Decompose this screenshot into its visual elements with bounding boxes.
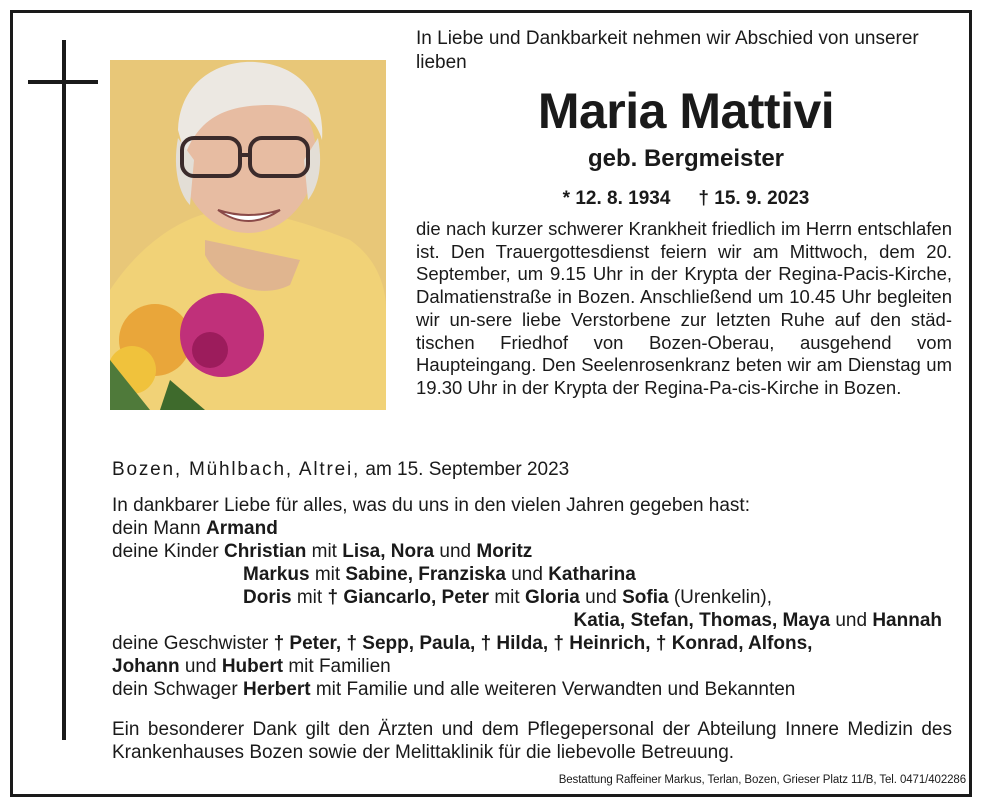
- intro-text: In Liebe und Dankbarkeit nehmen wir Abschied von unserer lieben: [416, 28, 919, 73]
- family-intro: In dankbarer Liebe für alles, was du uns in den vielen Jahren gegeben hast:: [112, 495, 750, 516]
- death-date: † 15. 9. 2023: [698, 188, 810, 209]
- portrait-photo: [110, 60, 386, 410]
- family-line-child3: Doris mit † Giancarlo, Peter mit Gloria und Sofia (Urenkelin),: [243, 587, 773, 608]
- maiden-name: geb. Bergmeister: [587, 145, 785, 172]
- thanks-text: Ein besonderer Dank gilt den Ärzten und dem Pflegepersonal der Abteilung Innere Medizin des Krankenhauses Bozen sowie der Melittaklinik für die liebevolle Betreuung.: [112, 719, 952, 763]
- family-line-husband: dein Mann Armand: [112, 518, 278, 539]
- family-line-siblings2: Johann und Hubert mit Familien: [112, 656, 391, 677]
- family-line-grandchildren: Katia, Stefan, Thomas, Maya und Hannah: [573, 610, 942, 631]
- deceased-name: Maria Mattivi: [537, 83, 835, 139]
- family-line-brother-in-law: dein Schwager Herbert mit Familie und alle weiteren Verwandten und Bekannten: [112, 679, 796, 700]
- family-list: [112, 494, 952, 701]
- life-dates: [416, 187, 956, 211]
- family-line-siblings: deine Geschwister † Peter, † Sepp, Paula, † Hilda, † Heinrich, † Konrad, Alfons,: [112, 633, 813, 654]
- place-date-line: [112, 458, 569, 482]
- cross-vertical-bar: [62, 40, 66, 740]
- undertaker-info: Bestattung Raffeiner Markus, Terlan, Bozen, Grieser Platz 11/B, Tel. 0471/402286: [558, 774, 966, 786]
- funeral-details-text: die nach kurzer schwerer Krankheit friedlich im Herrn entschlafen ist. Den Trauergottesdienst feiern wir am Mittwoch, dem 20. September, um 9.15 Uhr in der Krypta der Regina-Pacis-Kirche, Dalmatienstraße in Bozen. Anschließend um 10.45 Uhr begleiten wir un-sere liebe Verstorbene zur letzten Ruhe auf den städ-tischen Friedhof von Bozen-Oberau, ausgehend vom Haupteingang. Den Seelenrosenkranz beten wir am Dienstag um 19.30 Uhr in der Krypta der Regina-Pa-cis-Kirche in Bozen.: [416, 218, 952, 398]
- family-line-child2: Markus mit Sabine, Franziska und Katharina: [243, 564, 636, 585]
- cross-horizontal-bar: [28, 80, 98, 84]
- family-line-children: deine Kinder Christian mit Lisa, Nora und Moritz: [112, 541, 533, 562]
- places: Bozen, Mühlbach, Altrei,: [112, 459, 361, 480]
- notice-date: am 15. September 2023: [365, 459, 570, 480]
- birth-date: * 12. 8. 1934: [562, 188, 671, 209]
